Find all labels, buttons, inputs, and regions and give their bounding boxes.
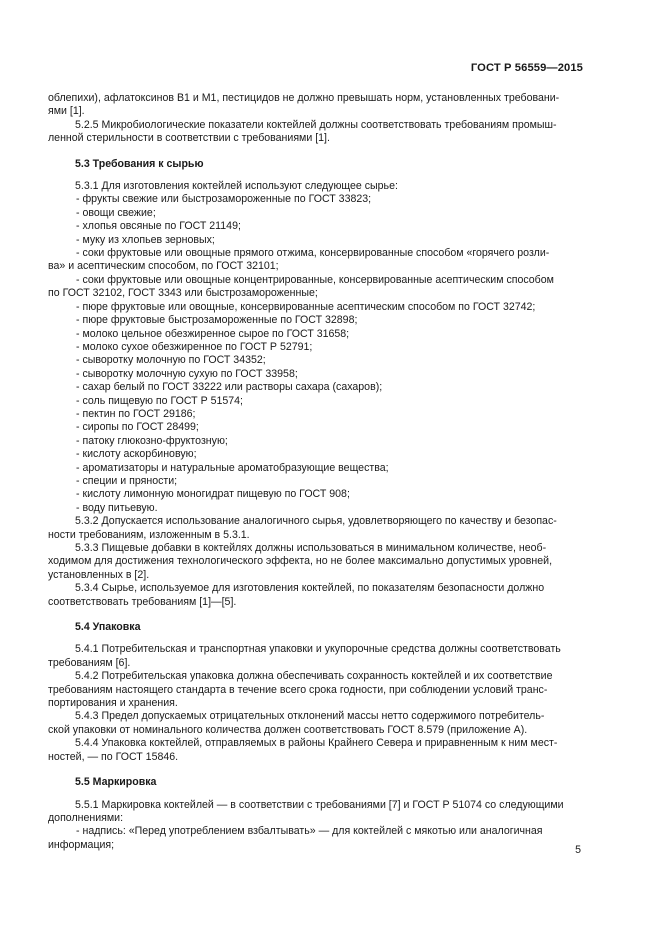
list-item: - сиропы по ГОСТ 28499; — [76, 421, 199, 434]
paragraph-5-4-4: 5.4.4 Упаковка коктейлей, отправляемых в районы Крайнего Севера и приравненным к ним мест- — [75, 737, 558, 750]
list-item: - сыворотку молочную по ГОСТ 34352; — [76, 354, 266, 367]
list-item: - овощи свежие; — [76, 206, 156, 219]
text-line: требованиям настоящего стандарта в течение всего срока годности, при соблюдении условий транс- — [48, 683, 548, 696]
list-item: - соки фруктовые или овощные прямого отжима, консервированные способом «горячего розли- — [76, 247, 550, 260]
list-item: - кислоту лимонную моногидрат пищевую по ГОСТ 908; — [76, 488, 350, 501]
list-item: - сыворотку молочную сухую по ГОСТ 33958; — [76, 367, 298, 380]
page-number: 5 — [575, 844, 581, 856]
text-line: ленной стерильности в соответствии с требованиями [1]. — [48, 132, 330, 145]
list-item: - кислоту аскорбиновую; — [76, 448, 197, 461]
document-number: ГОСТ Р 56559—2015 — [470, 62, 583, 74]
list-item: - пектин по ГОСТ 29186; — [76, 407, 196, 420]
list-item: - соки фруктовые или овощные концентрированные, консервированные асептическим способом — [76, 273, 554, 286]
text-line: требованиям [6]. — [48, 656, 131, 669]
paragraph-5-4-2: 5.4.2 Потребительская упаковка должна обеспечивать сохранность коктейлей и их соответствие — [75, 670, 553, 683]
list-item: - муку из хлопьев зерновых; — [76, 233, 215, 246]
text-line: облепихи), афлатоксинов В1 и М1, пестицидов не должно превышать норм, установленных требовани- — [48, 92, 560, 104]
list-item-continuation: по ГОСТ 32102, ГОСТ 3343 или быстрозамороженные; — [48, 287, 318, 300]
list-item-continuation: информация; — [48, 838, 115, 851]
list-item: - молоко цельное обезжиренное сырое по ГОСТ 31658; — [76, 327, 350, 340]
text-line: соответствовать требованиям [1]—[5]. — [48, 595, 237, 608]
list-item: - хлопья овсяные по ГОСТ 21149; — [76, 220, 241, 233]
list-item: - фрукты свежие или быстрозамороженные по ГОСТ 33823; — [76, 193, 372, 206]
list-item: - воду питьевую. — [76, 501, 158, 514]
paragraph-5-3-3: 5.3.3 Пищевые добавки в коктейлях должны использоваться в минимальном количестве, необ- — [75, 542, 547, 554]
text-line: ходимом для достижения технологического эффекта, но не более максимально допустимых уровней, — [48, 555, 553, 568]
paragraph-5-3-1: 5.3.1 Для изготовления коктейлей используют следующее сырье: — [75, 180, 398, 193]
list-item: - молоко сухое обезжиренное по ГОСТ Р 52791; — [76, 340, 313, 353]
list-item: - пюре фруктовые быстрозамороженные по ГОСТ 32898; — [76, 314, 358, 327]
section-title-5-4: 5.4 Упаковка — [75, 621, 141, 634]
list-item: - надпись: «Перед употреблением взбалтывать» — для коктейлей с мякотью или аналогичная — [76, 825, 543, 838]
section-title-5-5: 5.5 Маркировка — [75, 776, 157, 789]
paragraph-5-3-2: 5.3.2 Допускается использование аналогичного сырья, удовлетворяющего по качеству и безопас- — [75, 515, 557, 528]
text-line: ности требованиям, изложенным в 5.3.1. — [48, 528, 250, 541]
list-item: - соль пищевую по ГОСТ Р 51574; — [76, 394, 243, 407]
list-item: - патоку глюкозно-фруктозную; — [76, 434, 228, 447]
text-line: ями [1]. — [48, 105, 85, 118]
paragraph-5-5-1: 5.5.1 Маркировка коктейлей — в соответствии с требованиями [7] и ГОСТ Р 51074 со следующими — [75, 798, 564, 811]
paragraph-5-4-3: 5.4.3 Предел допускаемых отрицательных отклонений массы нетто содержимого потребитель- — [75, 710, 545, 723]
section-title-5-3: 5.3 Требования к сырью — [75, 157, 204, 170]
list-item: - пюре фруктовые или овощные, консервированные асептическим способом по ГОСТ 32742; — [76, 300, 536, 313]
text-line: портирования и хранения. — [48, 697, 178, 710]
list-item: - специи и пряности; — [76, 474, 178, 487]
list-item: - сахар белый по ГОСТ 33222 или растворы сахара (сахаров); — [76, 381, 383, 394]
list-item-continuation: ва» и асептическим способом, по ГОСТ 32101; — [48, 260, 279, 273]
text-line: дополнениями: — [48, 811, 124, 824]
paragraph-5-3-4: 5.3.4 Сырье, используемое для изготовления коктейлей, по показателям безопасности должно — [75, 582, 545, 595]
text-line: ностей, — по ГОСТ 15846. — [48, 750, 179, 763]
paragraph-5-4-1: 5.4.1 Потребительская и транспортная упаковки и укупорочные средства должны соответствовать — [75, 643, 561, 656]
document-body — [48, 92, 581, 852]
text-line: установленных в [2]. — [48, 568, 150, 581]
list-item: - ароматизаторы и натуральные ароматобразующие вещества; — [76, 461, 389, 474]
paragraph-5-2-5: 5.2.5 Микробиологические показатели коктейлей должны соответствовать требованиям промыш- — [75, 118, 557, 131]
text-line: ской упаковки от номинального количества должен соответствовать ГОСТ 8.579 (приложение А). — [48, 723, 528, 736]
